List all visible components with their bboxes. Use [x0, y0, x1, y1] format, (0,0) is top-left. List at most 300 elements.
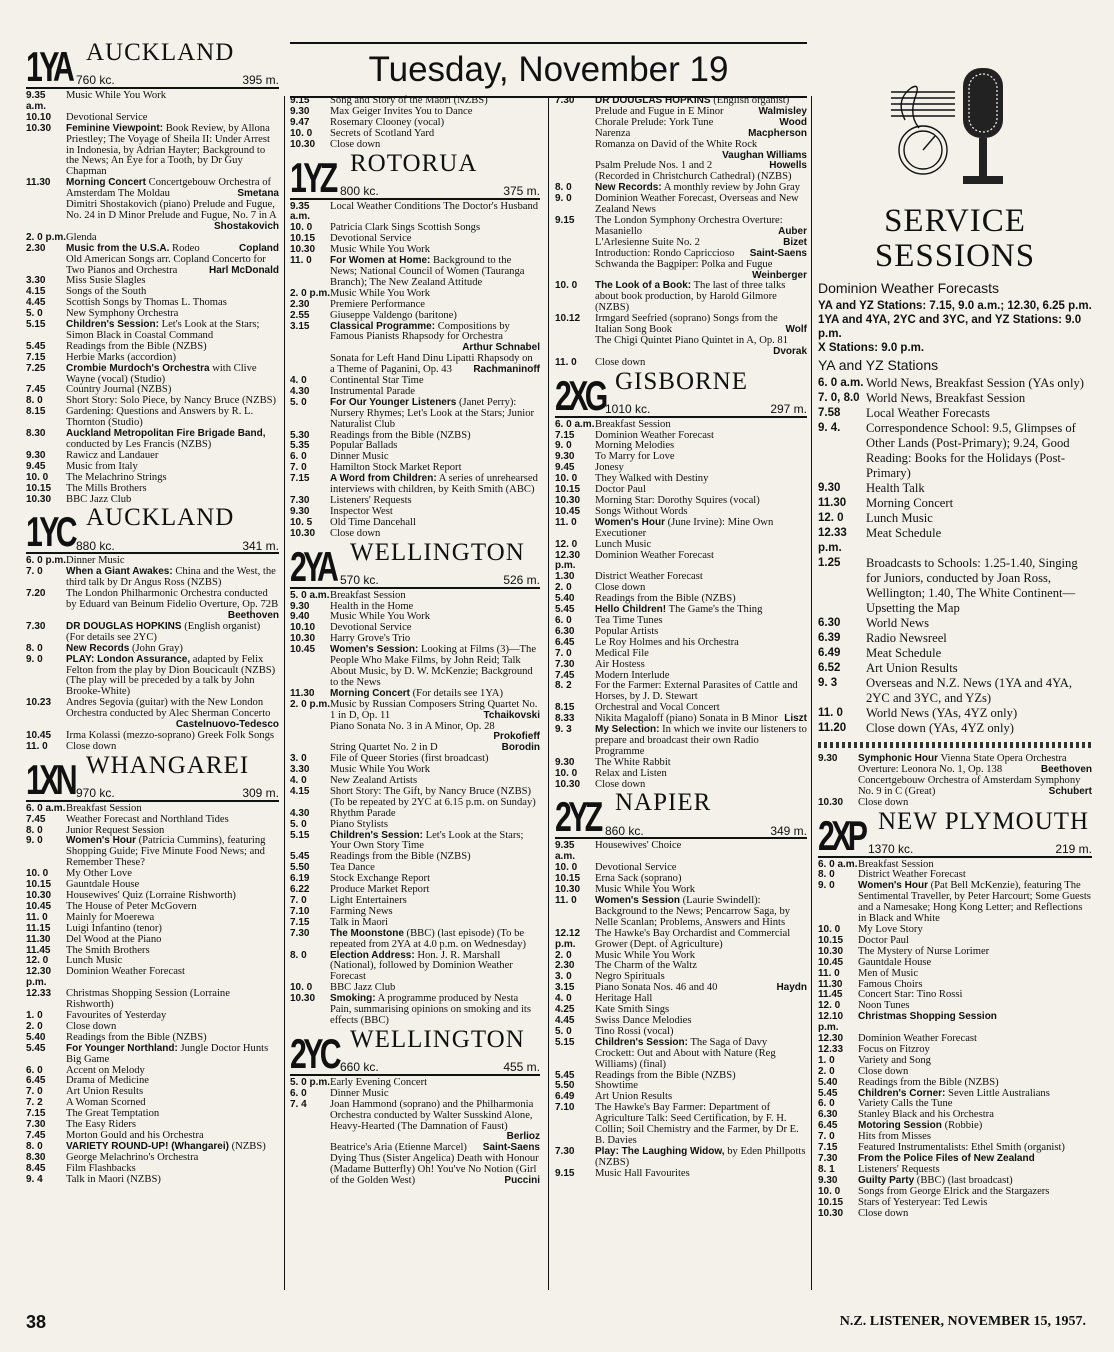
program-time: 5. 0 [26, 308, 43, 320]
program-text: Let's Look at the Stars; Simon Black in Coastal Command [66, 319, 260, 341]
program-time: 10.30 [555, 884, 581, 896]
program-time: 4. 0 [290, 775, 307, 787]
program-desc [595, 452, 807, 463]
program-time: 10. 0 [290, 127, 313, 139]
station-meta [76, 39, 279, 88]
program-time: 7.15 [26, 1108, 46, 1120]
program-time: 7. 0 [26, 1086, 43, 1098]
program-time: 10. 0 [555, 473, 578, 485]
program-text: Health in the Home [330, 600, 414, 612]
program-entry [818, 406, 1092, 421]
program-time: 8.15 [555, 702, 575, 714]
program-entry [290, 700, 540, 722]
station-code: 1YC [26, 508, 75, 556]
program-time: 7.45 [26, 813, 46, 825]
program-desc [866, 376, 1092, 391]
program-time: 9. 3 [818, 677, 838, 689]
program-text: The Mystery of Nurse Lorimer [858, 945, 990, 957]
program-entry [290, 223, 540, 234]
program-text: Rawicz and Landauer [66, 449, 159, 461]
program-text: Music by Russian Composers String Quartet No. 1 in D, Op. 11 [330, 698, 538, 721]
program-text: Housewives' Quiz (Lorraine Rishworth) [66, 890, 236, 901]
program-text: Gauntdale House [858, 956, 932, 968]
program-desc [66, 622, 279, 644]
station-meta [76, 751, 279, 800]
program-text: Readings from the Bible (NZBS) [330, 851, 471, 863]
program-entry [26, 200, 279, 233]
program-time: 4.30 [290, 385, 310, 397]
program-entry [555, 551, 807, 573]
program-entry [26, 567, 279, 589]
program-time: 2. 0 p.m. [290, 287, 331, 299]
program-text: Song and Story of the Maori (NZBS) [330, 95, 488, 106]
program-title: Smoking: [330, 993, 376, 1005]
program-text: Farming News [330, 905, 393, 917]
program-text: Music from Italy [66, 460, 138, 472]
program-time: 6.30 [555, 625, 575, 637]
program-time: 8. 0 [26, 824, 43, 836]
program-time: 4.25 [555, 1004, 575, 1016]
program-text: Irma Kolassi (mezzo-soprano) Greek Folk Songs [66, 729, 275, 741]
program-desc [330, 831, 540, 853]
program-time: 7.15 [26, 351, 46, 363]
program-time: 10.45 [555, 505, 581, 517]
program-time: 7.30 [555, 95, 575, 106]
program-text: (NZBS) [231, 1140, 266, 1152]
program-time: 7. 4 [290, 1098, 307, 1110]
program-text: Erna Sack (soprano) [595, 873, 682, 885]
station-name: WELLINGTON [350, 538, 525, 566]
program-text: Lunch Music [595, 538, 652, 550]
program-time: 9. 0 [26, 653, 43, 665]
station-block [555, 96, 807, 369]
program-time: 7.45 [26, 1129, 46, 1141]
program-text: Country Journal (NZBS) [66, 384, 172, 396]
program-entry [555, 725, 807, 758]
program-time: 9.35 a.m. [26, 90, 47, 112]
program-entry [290, 1154, 540, 1187]
program-text: Let's Look at the Stars; Your Own Story Time [330, 829, 524, 852]
program-time: 12.12 p.m. [555, 927, 581, 950]
program-desc [595, 96, 807, 118]
program-text: Old Time Dancehall [330, 516, 416, 528]
program-text: Meat Schedule [866, 526, 942, 540]
program-desc [66, 1175, 279, 1186]
station-name: NAPIER [615, 789, 712, 817]
program-text: Herbie Marks (accordion) [66, 351, 177, 363]
program-desc [595, 1147, 807, 1169]
program-text: Premiere Performance [330, 298, 426, 310]
program-entry [290, 354, 540, 376]
program-desc [595, 1169, 807, 1180]
program-time: 12. 0 [555, 538, 578, 550]
program-time: 5.40 [26, 1031, 46, 1043]
program-entry [26, 255, 279, 277]
program-time: 6. 0 [818, 1098, 835, 1110]
program-text: Harry Grove's Trio [330, 633, 411, 645]
program-entry [555, 518, 807, 540]
program-time: 5.40 [818, 1076, 838, 1088]
program-desc [595, 551, 807, 573]
program-desc [866, 676, 1092, 706]
program-time: 11.30 [818, 978, 843, 990]
program-text: by Eden Phillpotts (NZBS) [595, 1145, 806, 1168]
program-time: 9.30 [290, 600, 310, 612]
program-time: 9.35 a.m. [290, 200, 311, 223]
composer: Saint-Saens [482, 1142, 540, 1154]
program-title: From the Police Files of New Zealand [858, 1153, 1035, 1164]
program-text: Doctor Paul [858, 934, 909, 946]
station-code: 1XN [26, 755, 75, 803]
program-text: The Great Temptation [66, 1108, 160, 1120]
program-text: Andres Segovia (guitar) with the New London Orchestra conducted by Alec Sherman Concerto [66, 697, 271, 720]
composer: Borodin [501, 742, 540, 754]
station-block [555, 367, 807, 791]
program-entry [290, 1078, 540, 1089]
program-text: Featured Instrumentalists: Ethel Smith (organist) [858, 1142, 1065, 1154]
station-frequency: 970 kc. [76, 785, 115, 800]
program-title: Women's Session [595, 895, 680, 906]
program-title: For Our Younger Listeners [330, 396, 457, 408]
program-time: 10.15 [555, 484, 581, 496]
program-text: Orchestral and Vocal Concert [595, 702, 720, 714]
station-frequency: 860 kc. [605, 823, 644, 838]
program-desc [66, 1044, 279, 1066]
program-time: 10. 0 [26, 471, 49, 483]
composer: Wood [779, 116, 807, 128]
program-entry [818, 706, 1092, 721]
program-text: String Quartet No. 2 in D [330, 742, 438, 754]
program-desc [858, 776, 1092, 798]
program-text: Stars of Yesteryear: Ted Lewis [858, 1196, 988, 1208]
service-title: SERVICE SESSIONS [874, 203, 1036, 274]
program-entry [818, 631, 1092, 646]
program-text: Overseas and N.Z. News (1YA and 4YA, 2YC and 3YC, and YZs) [866, 676, 1073, 705]
program-time: 10.45 [290, 644, 316, 656]
program-entry [26, 1153, 279, 1164]
program-text: Medical File [595, 647, 649, 659]
program-text: Close down (YAs, 4YZ only) [866, 721, 1014, 735]
program-time: 7. 0 [26, 566, 43, 578]
program-time: 9.35 a.m. [555, 840, 576, 863]
program-text: Continental Star Time [330, 375, 424, 387]
program-time: 10.45 [26, 900, 52, 912]
program-time: 11. 0 [26, 911, 48, 923]
program-time: 5.50 [290, 862, 310, 874]
program-time: 10.45 [26, 729, 52, 741]
program-time: 7.15 [555, 429, 575, 441]
program-text: Art Union Results [595, 1091, 673, 1103]
program-text: Glenda [66, 231, 97, 243]
column-rule [284, 96, 285, 1290]
program-title: Children's Corner: [858, 1087, 946, 1099]
program-text: My Love Story [858, 923, 923, 935]
program-entry [555, 605, 807, 616]
program-time: 11.30 [290, 687, 315, 699]
station-name: ROTORUA [350, 149, 478, 177]
program-time: 7. 2 [26, 1097, 43, 1109]
composer: Beethoven [1040, 763, 1092, 775]
program-time: 11.30 [26, 177, 51, 189]
station-meta [76, 504, 279, 553]
program-entry [290, 591, 540, 602]
program-text: Music While You Work [595, 884, 695, 896]
program-text: Film Flashbacks [66, 1162, 136, 1174]
program-text: The Mills Brothers [66, 482, 147, 494]
program-desc [595, 896, 807, 929]
program-entry [818, 754, 1092, 776]
program-time: 10. 0 [818, 1185, 841, 1197]
program-text: Favourites of Yesterday [66, 1009, 167, 1021]
program-time: 6.22 [290, 884, 310, 896]
program-text: The Hawke's Bay Orchardist and Commercial Grower (Dept. of Agriculture) [595, 927, 791, 950]
program-time: 6.39 [818, 632, 841, 644]
program-title: Christmas Shopping Session [858, 1011, 997, 1023]
program-entry [555, 929, 807, 951]
program-time: 12.33 p.m. [818, 527, 847, 554]
program-text: Le Roy Holmes and his Orchestra [595, 636, 739, 648]
program-time: 10.15 [818, 1196, 844, 1208]
program-entry [26, 1175, 279, 1186]
program-entry [26, 989, 279, 1011]
composer: Vaughan Williams [722, 149, 807, 161]
station-frequency: 800 kc. [340, 183, 379, 198]
program-entry [555, 431, 807, 442]
program-text: Dominion Weather Forecast [858, 1033, 977, 1045]
program-time: 8.30 [26, 1151, 46, 1163]
program-time: 4.15 [26, 286, 46, 298]
program-text: The Game's the Thing [668, 604, 763, 616]
program-time: 9. 4. [818, 422, 841, 434]
program-desc [66, 200, 279, 233]
station-code: 1YZ [290, 153, 335, 201]
program-entry [290, 496, 540, 507]
program-time: 2.55 [290, 309, 310, 321]
station-block [290, 1025, 540, 1187]
program-desc [858, 798, 1092, 809]
program-time: 10.15 [290, 233, 316, 245]
program-text: Jungle Doctor Hunts Big Game [66, 1042, 269, 1065]
program-title: DR DOUGLAS HOPKINS [66, 620, 182, 632]
program-text: Jonesy [595, 462, 624, 474]
program-text: Songs from George Elrick and the Stargazers [858, 1185, 1050, 1197]
program-title: When a Giant Awakes: [66, 566, 173, 578]
program-desc [330, 700, 540, 722]
program-text: Meat Schedule [866, 646, 942, 660]
program-desc [66, 967, 279, 989]
program-text: Hits from Misses [858, 1131, 931, 1143]
program-time: 12. 0 [818, 1000, 841, 1012]
station-header [26, 39, 279, 90]
program-time: 6.30 [818, 617, 841, 629]
program-title: New Records [66, 642, 130, 654]
program-desc [866, 496, 1092, 511]
program-title: Guilty Party [858, 1174, 915, 1186]
program-entry [26, 91, 279, 113]
program-entry [818, 496, 1092, 511]
composer: Berlioz [506, 1131, 540, 1143]
program-time: 8.45 [26, 1162, 46, 1174]
program-entry [818, 511, 1092, 526]
program-text: Dominion Weather Forecast [66, 966, 185, 978]
program-time: 10. 0 [818, 923, 841, 935]
program-text: Close down [66, 1020, 117, 1032]
program-time: 9.40 [290, 611, 310, 623]
program-text: conducted by Les Francis (NZBS) [66, 439, 212, 450]
ya-yz-heading: YA and YZ Stations [818, 357, 939, 373]
program-text: Close down [858, 1207, 909, 1219]
composer: Rachmaninoff [473, 364, 540, 376]
program-entry [555, 194, 807, 216]
program-time: 10.30 [555, 778, 581, 790]
program-text: Stock Exchange Report [330, 873, 431, 885]
program-entry [290, 202, 540, 224]
program-title: Crombie Murdoch's Orchestra [66, 362, 210, 374]
program-entry [26, 869, 279, 880]
program-text: Stanley Black and his Orchestra [858, 1109, 994, 1121]
program-time: 11.45 [26, 944, 51, 956]
program-entry [818, 1209, 1092, 1220]
program-text: Morning Star: Dorothy Squires (vocal) [595, 495, 760, 506]
program-entry [26, 1044, 279, 1066]
station-code: 1YA [26, 43, 72, 90]
program-text: Short Story: The Gift, by Nancy Bruce (NZBS) (To be repeated by 2YC at 6.15 p.m. on Sunday) [330, 785, 536, 808]
program-title: Children's Session: [595, 1036, 688, 1048]
program-time: 6.49 [818, 647, 841, 659]
program-time: 9. 0 [26, 835, 43, 847]
program-title: Auckland Metropolitan Fire Brigade Band, [66, 428, 266, 440]
program-time: 10. 0 [290, 982, 313, 994]
program-text: L'Arlesienne Suite No. 2 [595, 236, 700, 248]
program-text: Close down [595, 582, 646, 594]
program-text: Hon. J. R. Marshall (National), followed by Dominion Weather Forecast [330, 949, 513, 983]
program-text: Introduction: Rondo Capriccioso [595, 247, 735, 259]
program-time: 2. 0 p.m. [290, 698, 331, 710]
program-text: The Hawke's Bay Farmer: Department of Agriculture Talk: Seed Certification, by F. H. Collin; Soil Chemistry and the Farmer, by Dr E. B. Davies [595, 1102, 799, 1146]
program-time: 7. 0 [290, 895, 307, 906]
program-text: Scottish Songs by Thomas L. Thomas [66, 297, 227, 309]
program-title: Classical Programme: [330, 320, 436, 332]
program-text: Close down [595, 778, 646, 790]
program-text: Instrumental Parade [330, 385, 416, 397]
program-desc [866, 661, 1092, 676]
program-time: 9.30 [26, 449, 46, 461]
program-text: BBC Jazz Club [330, 982, 396, 994]
station-header [26, 504, 279, 556]
service-list [818, 376, 1092, 736]
program-title: For Women at Home: [330, 255, 431, 267]
program-entry [555, 281, 807, 314]
program-text: Irmgard Seefried (soprano) Songs from the Italian Song Book [595, 313, 778, 336]
program-entry [26, 320, 279, 342]
program-time: 9.30 [555, 756, 575, 768]
program-time: 7.20 [26, 588, 46, 600]
program-entry [290, 612, 540, 623]
station-frequency: 760 kc. [76, 73, 115, 88]
program-text: Dominion Weather Forecast [595, 429, 714, 441]
program-entry [290, 885, 540, 896]
program-text: with Clive Wayne (vocal) (Studio) [66, 362, 257, 385]
program-time: 5.15 [290, 829, 310, 841]
program-desc [858, 1209, 1092, 1220]
program-time: 9.30 [818, 1174, 838, 1186]
program-title: The Look of a Book: [595, 280, 692, 292]
radio-microphone-icon [885, 62, 1025, 202]
station-wavelength: 349 m. [770, 823, 807, 838]
program-entry [818, 421, 1092, 481]
program-text: New Symphony Orchestra [66, 308, 179, 320]
program-time: 7.30 [290, 927, 310, 939]
program-time: 6. 0 a.m. [818, 377, 864, 389]
program-text: Housewives' Choice [595, 840, 682, 852]
program-time: 1. 0 [26, 1009, 43, 1021]
program-text: Background to the News; National Council of Women (Tauranga Branch); The New Zealand Attitude [330, 255, 525, 288]
program-time: 11.20 [818, 722, 847, 734]
program-time: 7. 0 [555, 647, 572, 659]
program-entry [555, 769, 807, 780]
station-frequency: 1010 kc. [605, 401, 651, 416]
program-entry [290, 518, 540, 529]
program-text: Narenza [595, 127, 631, 139]
station-code: 2YC [290, 1029, 339, 1077]
program-text: Miss Susie Slagles [66, 275, 146, 287]
program-entry [555, 314, 807, 336]
program-entry [26, 967, 279, 989]
weather-line: 1YA and 4YA, 2YC and 3YC, and YZ Stations: 9.0 p.m. [818, 314, 1082, 340]
program-text: Christmas Shopping Session (Lorraine Rishworth) [66, 988, 230, 1011]
program-entry [290, 645, 540, 689]
program-title: A Word from Children: [330, 473, 437, 485]
program-text: Modern Interlude [595, 669, 670, 681]
program-title: For Younger Northland: [66, 1042, 178, 1054]
station-header [290, 538, 540, 590]
program-text: Piano Stylists [330, 818, 388, 830]
program-desc [66, 320, 279, 342]
program-time: 8.30 [26, 428, 46, 440]
program-text: Close down [595, 356, 646, 368]
program-title: VARIETY ROUND-UP! (Whangarei) [66, 1140, 229, 1152]
program-text: Listeners' Requests [858, 1163, 940, 1175]
program-time: 9.30 [290, 105, 310, 117]
program-desc [330, 529, 540, 540]
program-desc [330, 1154, 540, 1187]
program-text: (Patricia Cummins), featuring Shopping Guide; Five Minute Food News; and Remember These? [66, 835, 266, 869]
station-meta [605, 367, 807, 416]
program-text: (Pat Bell McKenzie), featuring The Sentimental Traveller, by Peter Harcourt; Some Guests and a Namesake; Hong Kong Letter; and Reflections in Black and White [858, 880, 1091, 925]
program-title: Motoring Session [858, 1120, 942, 1132]
program-desc [595, 841, 807, 863]
program-entry [26, 1087, 279, 1098]
program-time: 6.45 [555, 636, 575, 648]
program-desc [66, 589, 279, 622]
program-entry [290, 994, 540, 1027]
program-time: 3.30 [26, 275, 46, 287]
composer: Howells [769, 160, 807, 172]
program-desc [330, 202, 540, 224]
program-entry [290, 398, 540, 431]
program-time: 10.15 [26, 879, 52, 891]
program-text: Breakfast Session [595, 418, 671, 430]
program-time: 7.15 [818, 1142, 838, 1154]
program-text: World News, Breakfast Session [866, 391, 1026, 405]
program-entry [26, 276, 279, 287]
program-title: Women's Hour [595, 516, 665, 528]
station-frequency: 880 kc. [76, 538, 115, 553]
program-entry [290, 623, 540, 634]
program-time: 12.30 p.m. [26, 966, 52, 989]
program-time: 9.15 [555, 1167, 575, 1179]
program-time: 11.45 [818, 989, 843, 1001]
